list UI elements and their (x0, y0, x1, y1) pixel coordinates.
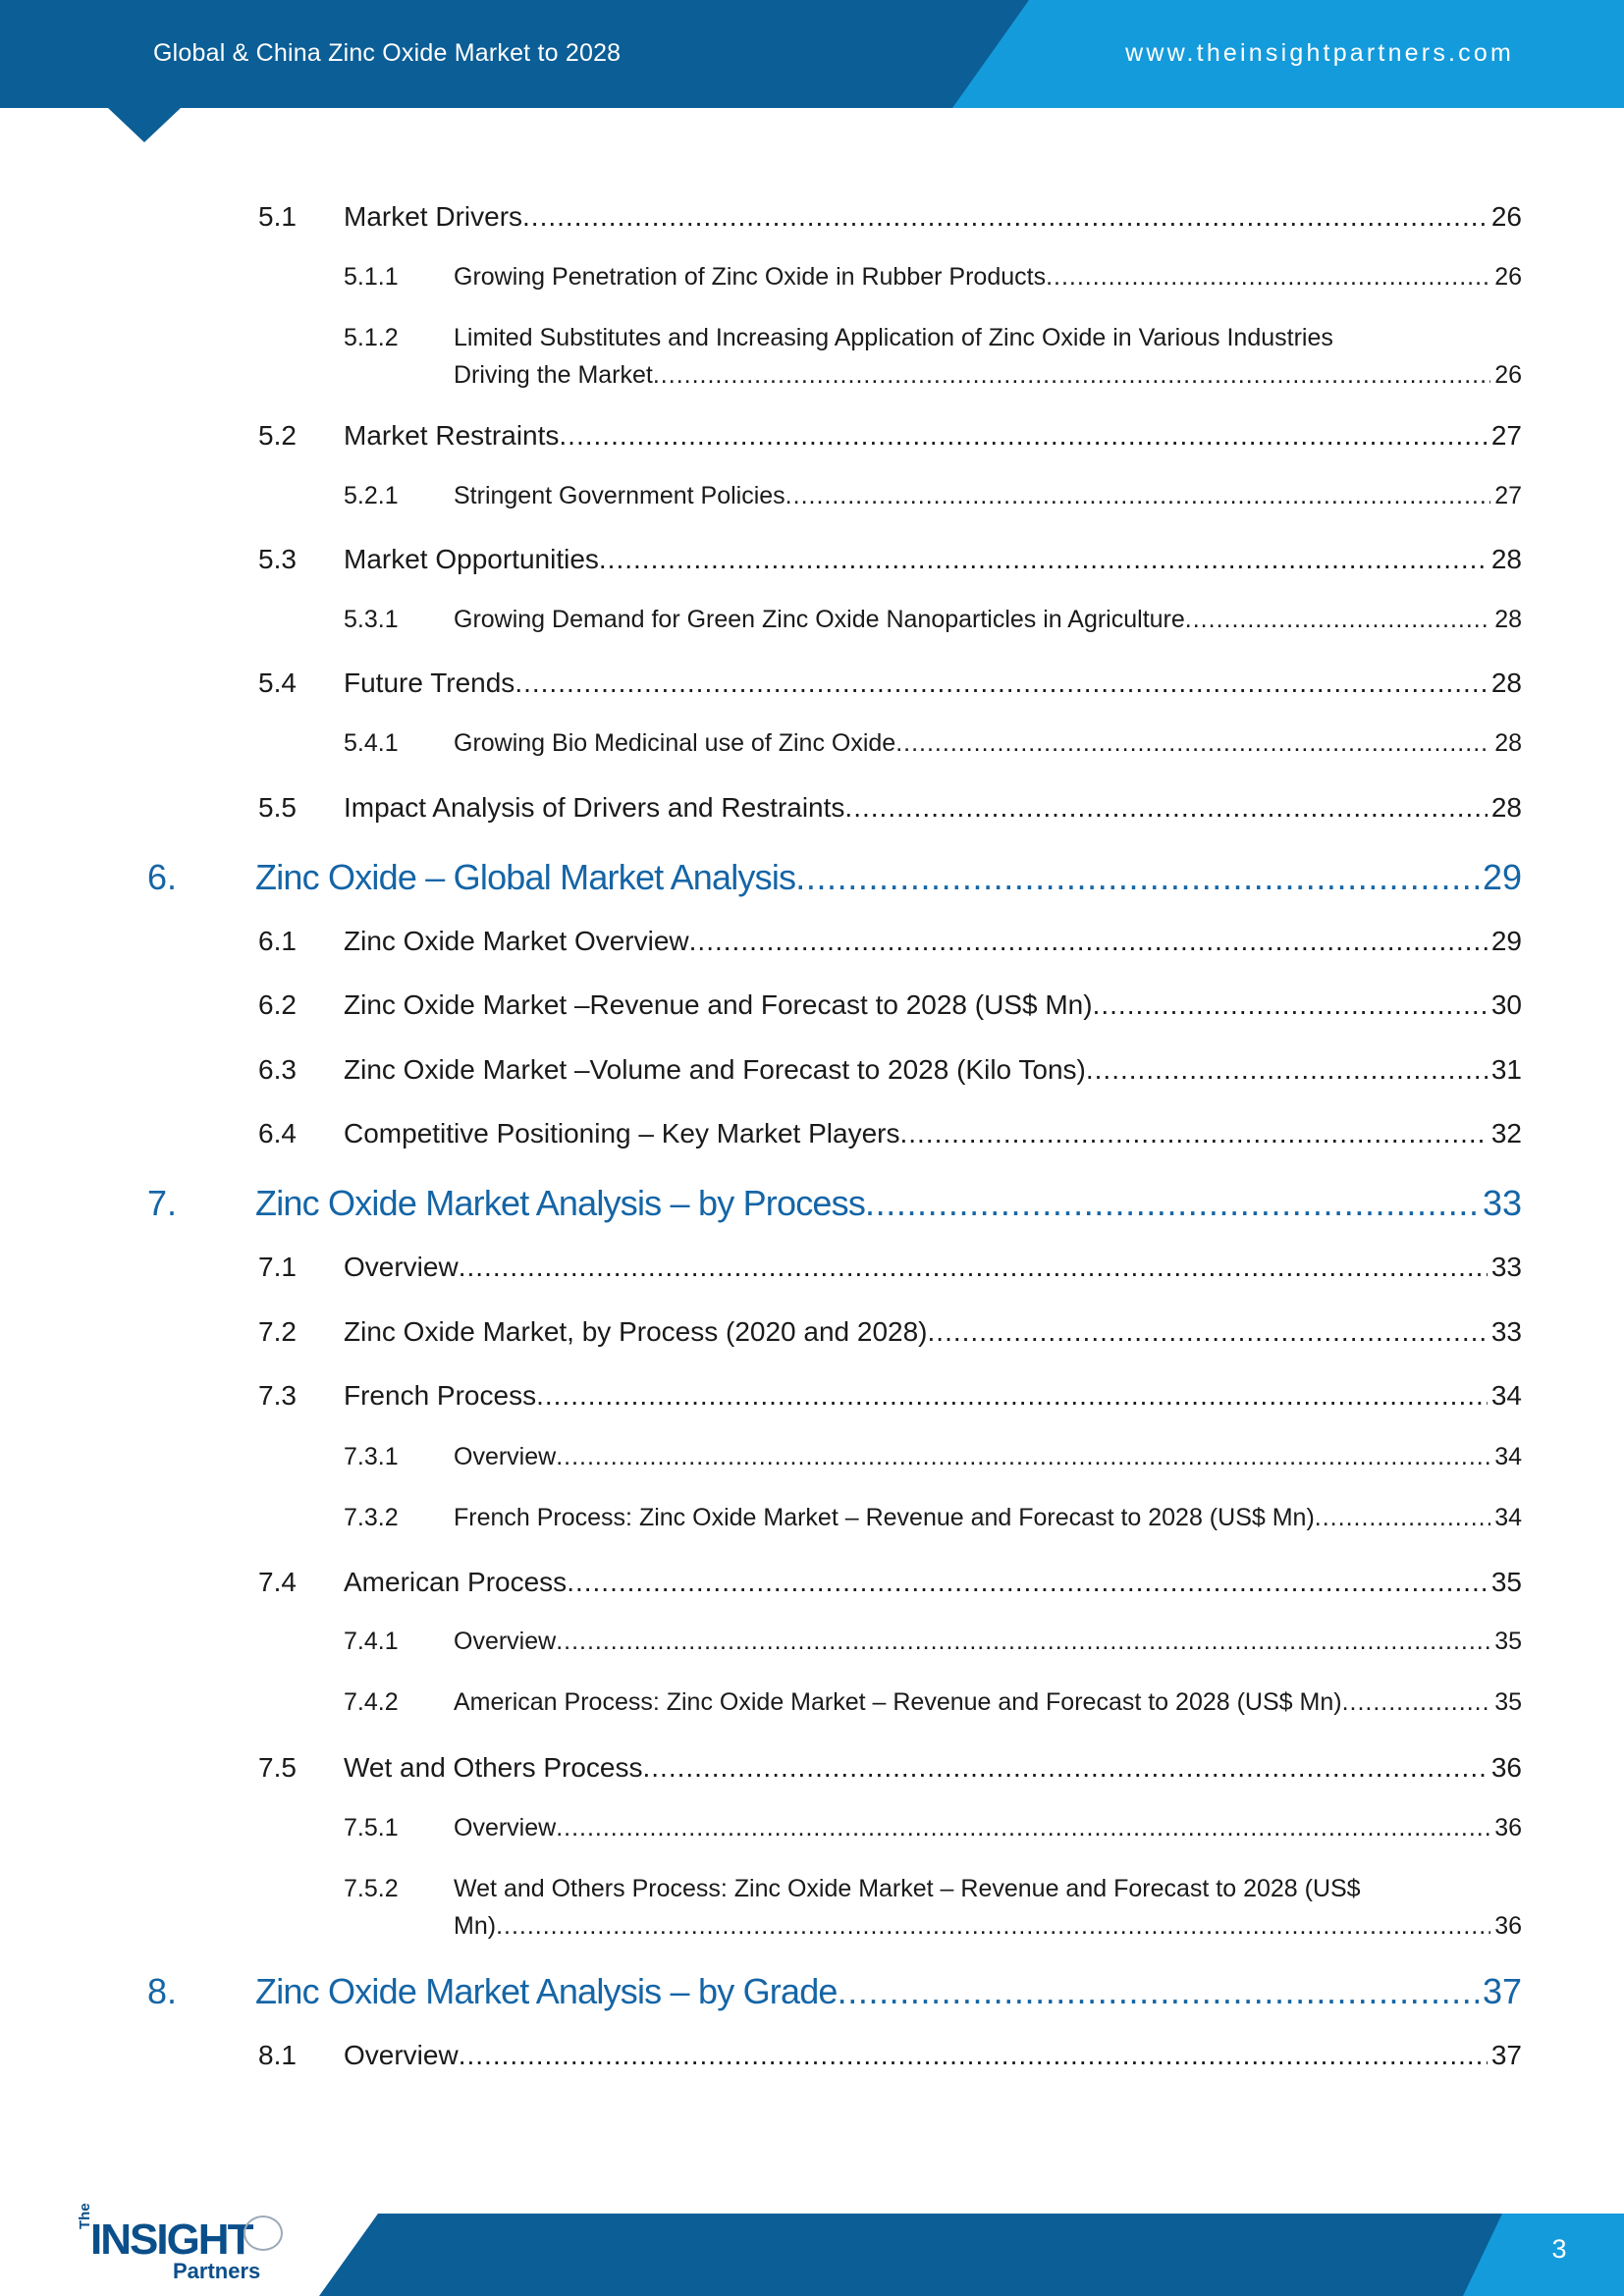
toc-entry-number: 6.2 (258, 989, 297, 1020)
toc-entry-number: 5.4.1 (344, 729, 399, 757)
toc-entry-title: American Process (344, 1567, 568, 1597)
toc-dot-leader (536, 1380, 1488, 1412)
toc-dot-leader (459, 2040, 1488, 2071)
toc-entry-number: 7.3.2 (344, 1504, 399, 1531)
logo-sub: Partners (173, 2259, 261, 2283)
toc-dot-leader (1086, 1054, 1488, 1086)
toc-page-number: 26 (1494, 361, 1522, 389)
toc-dot-leader (838, 1971, 1479, 2012)
toc-entry-title: French Process: Zinc Oxide Market – Revenue and Forecast to 2028 (US$ Mn) (454, 1504, 1315, 1531)
toc-entry-title: Growing Bio Medicinal use of Zinc Oxide (454, 729, 896, 757)
toc-dot-leader (599, 544, 1488, 575)
toc-entry-number: 5.1.1 (344, 263, 399, 291)
toc-dot-leader (795, 857, 1479, 898)
toc-dot-leader (643, 1752, 1488, 1784)
toc-dot-leader (785, 482, 1491, 510)
toc-dot-leader (1046, 263, 1490, 292)
logo-ring-icon (244, 2216, 283, 2251)
toc-entry-title: Zinc Oxide Market Analysis – by Process (255, 1183, 866, 1223)
toc-page-number: 34 (1494, 1443, 1522, 1470)
toc-dot-leader (559, 420, 1487, 452)
toc-entry-number: 5.2 (258, 420, 297, 451)
toc-entry-title: Zinc Oxide Market, by Process (2020 and 2028) (344, 1316, 928, 1347)
toc-page-number: 35 (1494, 1688, 1522, 1716)
toc-dot-leader (567, 1567, 1488, 1598)
page-number: 3 (1551, 2234, 1567, 2264)
toc-page-number: 37 (1482, 1971, 1522, 2011)
toc-page-number: 35 (1494, 1628, 1522, 1655)
toc-page-number: 34 (1490, 1380, 1522, 1411)
website-url[interactable]: www.theinsightpartners.com (1125, 39, 1514, 67)
toc-dot-leader (1315, 1504, 1490, 1532)
toc-entry-number: 6.1 (258, 926, 297, 956)
toc-entry-title: Mn) (454, 1912, 497, 1940)
toc-entry-title: Zinc Oxide Market –Revenue and Forecast to 2028 (US$ Mn) (344, 989, 1093, 1020)
toc-entry-number: 7.3.1 (344, 1443, 399, 1470)
toc-page-number: 36 (1494, 1814, 1522, 1842)
toc-dot-leader (899, 1118, 1487, 1149)
toc-page-number: 35 (1490, 1567, 1522, 1597)
toc-page-number: 36 (1490, 1752, 1522, 1783)
toc-dot-leader (865, 1183, 1479, 1224)
toc-page-number: 28 (1494, 729, 1522, 757)
toc-entry-title: Impact Analysis of Drivers and Restraints (344, 792, 845, 823)
toc-page-number: 27 (1490, 420, 1522, 451)
toc-entry-number: 5.3 (258, 544, 297, 574)
toc-page-number: 34 (1494, 1504, 1522, 1531)
toc-entry-title: Zinc Oxide – Global Market Analysis (255, 857, 796, 897)
toc-entry-title: Market Drivers (344, 201, 523, 232)
toc-dot-leader (459, 1252, 1488, 1283)
toc-page-number: 36 (1494, 1912, 1522, 1940)
toc-entry-title: Wet and Others Process (344, 1752, 643, 1783)
toc-entry-title: Overview (344, 2040, 459, 2070)
toc-entry-title: Driving the Market (454, 361, 653, 389)
toc-entry-number: 6.3 (258, 1054, 297, 1085)
toc-entry-number: 5.3.1 (344, 606, 399, 633)
toc-entry-title-line: Wet and Others Process: Zinc Oxide Market – Revenue and Forecast to 2028 (US$ (454, 1875, 1361, 1902)
toc-page-number: 27 (1494, 482, 1522, 509)
toc-entry-number: 7.5 (258, 1752, 297, 1783)
insight-partners-logo (77, 2203, 293, 2286)
toc-entry-title: Market Opportunities (344, 544, 599, 574)
toc-entry-title: Overview (454, 1628, 557, 1655)
toc-entry-number: 5.4 (258, 667, 297, 698)
toc-page-number: 33 (1490, 1252, 1522, 1282)
logo-brand: INSIGHT (90, 2216, 252, 2264)
toc-entry-title: Competitive Positioning – Key Market Players (344, 1118, 900, 1148)
logo-the: The (77, 2203, 93, 2229)
page-header (0, 0, 1624, 108)
toc-entry-number: 7.2 (258, 1316, 297, 1347)
toc-entry-number: 8. (147, 1971, 178, 2011)
toc-entry-number: 5.2.1 (344, 482, 399, 509)
toc-page-number: 26 (1494, 263, 1522, 291)
header-banner (0, 0, 1624, 147)
toc-dot-leader (1185, 606, 1490, 634)
toc-dot-leader (556, 1443, 1490, 1471)
toc-page-number: 31 (1490, 1054, 1522, 1085)
toc-page-number: 28 (1490, 792, 1522, 823)
toc-entry-number: 7.5.2 (344, 1875, 399, 1902)
toc-page-number: 28 (1490, 544, 1522, 574)
toc-page-number: 33 (1482, 1183, 1522, 1223)
toc-entry-title: Market Restraints (344, 420, 560, 451)
toc-page-number: 28 (1490, 667, 1522, 698)
toc-dot-leader (496, 1912, 1490, 1941)
toc-dot-leader (895, 729, 1490, 758)
toc-entry-number: 7.4.2 (344, 1688, 399, 1716)
toc-entry-title: Overview (454, 1443, 557, 1470)
toc-dot-leader (689, 926, 1488, 957)
toc-dot-leader (928, 1316, 1488, 1348)
toc-entry-number: 7.4.1 (344, 1628, 399, 1655)
toc-entry-number: 7.5.1 (344, 1814, 399, 1842)
toc-dot-leader (844, 792, 1487, 824)
toc-dot-leader (514, 667, 1488, 699)
toc-page-number: 28 (1494, 606, 1522, 633)
toc-entry-title: Future Trends (344, 667, 515, 698)
toc-entry-number: 7.1 (258, 1252, 297, 1282)
toc-page-number: 32 (1490, 1118, 1522, 1148)
toc-dot-leader (556, 1814, 1490, 1842)
toc-entry-title: Growing Penetration of Zinc Oxide in Rubber Products (454, 263, 1047, 291)
toc-dot-leader (653, 361, 1490, 390)
toc-entry-title: Zinc Oxide Market Analysis – by Grade (255, 1971, 838, 2011)
toc-entry-title: Stringent Government Policies (454, 482, 785, 509)
toc-entry-number: 5.1.2 (344, 324, 399, 351)
toc-entry-title-line: Limited Substitutes and Increasing Application of Zinc Oxide in Various Industries (454, 324, 1333, 351)
toc-dot-leader (556, 1628, 1490, 1656)
toc-page-number: 29 (1490, 926, 1522, 956)
toc-entry-number: 7.4 (258, 1567, 297, 1597)
toc-page-number: 29 (1482, 857, 1522, 897)
toc-entry-number: 6.4 (258, 1118, 297, 1148)
toc-dot-leader (522, 201, 1488, 233)
toc-page-number: 33 (1490, 1316, 1522, 1347)
toc-entry-title: Zinc Oxide Market –Volume and Forecast to 2028 (Kilo Tons) (344, 1054, 1086, 1085)
toc-entry-title: French Process (344, 1380, 537, 1411)
toc-entry-number: 5.5 (258, 792, 297, 823)
toc-entry-number: 6. (147, 857, 178, 897)
toc-entry-title: Overview (344, 1252, 459, 1282)
toc-entry-number: 7.3 (258, 1380, 297, 1411)
toc-entry-title: Overview (454, 1814, 557, 1842)
toc-page-number: 30 (1490, 989, 1522, 1020)
toc-entry-number: 5.1 (258, 201, 297, 232)
toc-entry-number: 7. (147, 1183, 178, 1223)
toc-page-number: 37 (1490, 2040, 1522, 2070)
toc-dot-leader (1342, 1688, 1491, 1717)
report-title: Global & China Zinc Oxide Market to 2028 (153, 39, 622, 67)
toc-entry-title: Growing Demand for Green Zinc Oxide Nanoparticles in Agriculture (454, 606, 1185, 633)
toc-entry-title: American Process: Zinc Oxide Market – Revenue and Forecast to 2028 (US$ Mn) (454, 1688, 1342, 1716)
toc-page-number: 26 (1490, 201, 1522, 232)
toc-entry-title: Zinc Oxide Market Overview (344, 926, 689, 956)
toc-entry-number: 8.1 (258, 2040, 297, 2070)
toc-dot-leader (1093, 989, 1488, 1021)
